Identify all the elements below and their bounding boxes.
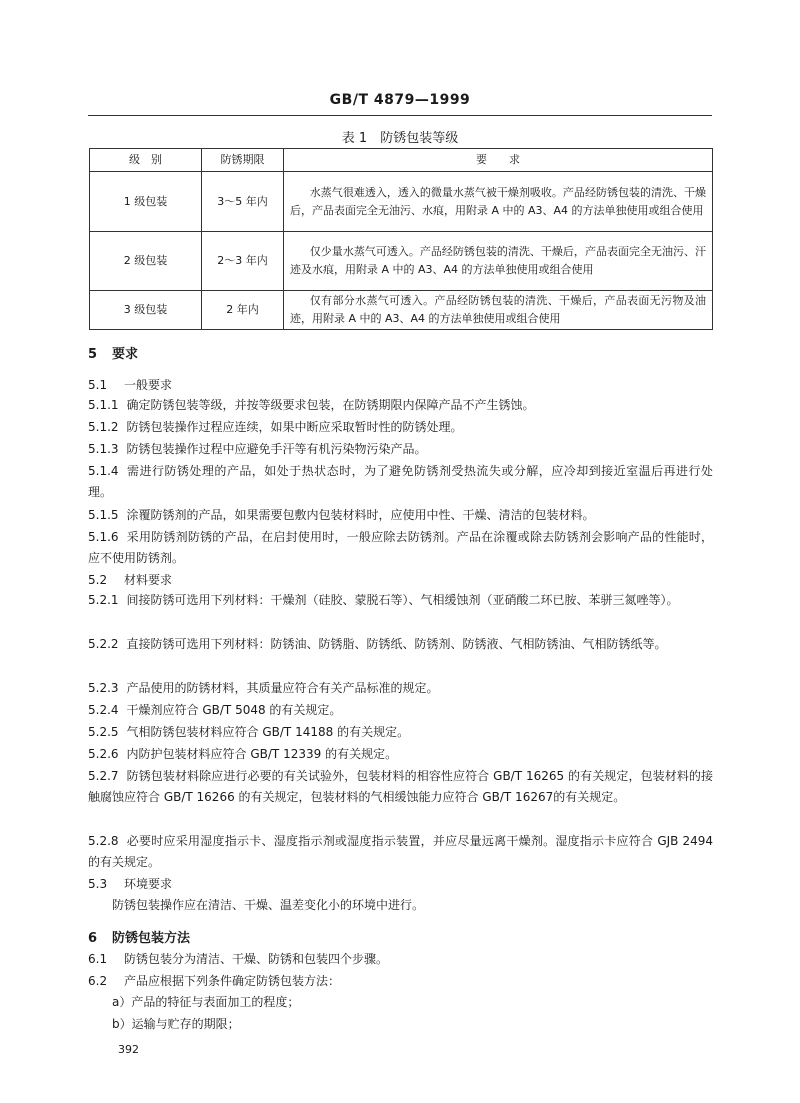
- clause-number: 5.2.8: [88, 834, 119, 848]
- clause-title: 环境要求: [124, 877, 173, 891]
- clause-5-2-6: [88, 744, 713, 765]
- clause-5-2-8: [88, 831, 713, 873]
- clause-number: 5.2.7: [88, 769, 119, 783]
- table-cell-grade: 1 级包装: [90, 172, 202, 232]
- clause-number: 5.1.1: [88, 398, 119, 412]
- clause-5-1-5: [88, 505, 713, 526]
- clause-number: 5.2.3: [88, 681, 119, 695]
- clause-number: 5.1.4: [88, 464, 119, 478]
- clause-number: 5.2.1: [88, 593, 119, 607]
- section-5-heading: [88, 343, 713, 362]
- clause-number: 5.1.2: [88, 420, 119, 434]
- list-item-b: b）运输与贮存的期限；: [112, 1017, 240, 1031]
- header-rule: [88, 115, 712, 116]
- table-header-period: 防锈期限: [202, 149, 284, 172]
- table-cell-period: 2 年内: [202, 291, 284, 330]
- clause-text: 涂覆防锈剂的产品，如果需要包敷内包装材料时，应使用中性、干燥、清洁的包装材料。: [126, 508, 595, 522]
- clause-text: 产品使用的防锈材料，其质量应符合有关产品标准的规定。: [126, 681, 439, 695]
- section-6-heading: [88, 927, 713, 946]
- clause-5-1-6: [88, 527, 713, 569]
- table-cell-requirement: 仅有部分水蒸气可透入。产品经防锈包装的清洗、干燥后，产品表面无污物及油迹，用附录 A 中的 A3、A4 的方法单独使用或组合使用: [284, 291, 713, 330]
- subsection-5-1-heading: [88, 376, 713, 393]
- clause-text: 防锈包装操作过程应连续，如果中断应采取暂时性的防锈处理。: [126, 420, 463, 434]
- clause-number: 6.2: [88, 974, 108, 988]
- clause-text: 防锈包装材料除应进行必要的有关试验外，包装材料的相容性应符合 GB/T 16265 的有关规定，包装材料的接触腐蚀应符合 GB/T 16266 的有关规定，包装材料的气相缓蚀能力应符合 GB/T 16267的有关规定。: [88, 769, 713, 804]
- table-cell-grade: 2 级包装: [90, 232, 202, 291]
- clause-text: 需进行防锈处理的产品，如处于热状态时，为了避免防锈剂受热流失或分解，应冷却到接近室温后再进行处理。: [88, 464, 713, 499]
- clause-title: 材料要求: [124, 573, 173, 587]
- clause-text: 气相防锈包装材料应符合 GB/T 14188 的有关规定。: [126, 725, 410, 739]
- clause-text: 必要时应采用湿度指示卡、湿度指示剂或湿度指示装置，并应尽量远离干燥剂。湿度指示卡应符合 GJB 2494 的有关规定。: [88, 834, 713, 869]
- clause-5-1-3: [88, 439, 713, 460]
- clause-5-2-5: [88, 722, 713, 743]
- clause-number: 5.2.6: [88, 747, 119, 761]
- clause-6-1: [88, 949, 713, 970]
- clause-number: 5.1.5: [88, 508, 119, 522]
- clause-number: 6.1: [88, 952, 108, 966]
- section-number: 5: [88, 347, 98, 362]
- section-title: 要求: [112, 347, 139, 362]
- clause-text: 干燥剂应符合 GB/T 5048 的有关规定。: [126, 703, 342, 717]
- clause-number: 5.2.5: [88, 725, 119, 739]
- list-item-a: a）产品的特征与表面加工的程度；: [112, 995, 300, 1009]
- clause-number: 5.3: [88, 877, 108, 891]
- clause-5-2-3: [88, 678, 713, 699]
- clause-number: 5.1.3: [88, 442, 119, 456]
- clause-text: 内防护包装材料应符合 GB/T 12339 的有关规定。: [126, 747, 398, 761]
- subsection-5-2-heading: [88, 571, 713, 588]
- clause-5-1-2: [88, 417, 713, 438]
- clause-text: 直接防锈可选用下列材料：防锈油、防锈脂、防锈纸、防锈剂、防锈液、气相防锈油、气相防锈纸等。: [126, 637, 667, 651]
- clause-5-2-2: [88, 634, 713, 655]
- table-caption: 表 1 防锈包装等级: [341, 131, 459, 146]
- clause-number: 5.1.6: [88, 530, 119, 544]
- clause-text: 产品应根据下列条件确定防锈包装方法：: [124, 974, 341, 988]
- clause-number: 5.1: [88, 378, 108, 392]
- clause-text: 间接防锈可选用下列材料：干燥剂（硅胶、蒙脱石等）、气相缓蚀剂（亚硝酸二环已胺、苯骈三氮唑等）。: [126, 593, 679, 607]
- clause-5-2-7: [88, 766, 713, 808]
- clause-number: 5.2: [88, 573, 108, 587]
- table-cell-requirement: 水蒸气很难透入，透入的微量水蒸气被干燥剂吸收。产品经防锈包装的清洗、干燥后，产品表面完全无油污、水痕，用附录 A 中的 A3、A4 的方法单独使用或组合使用: [284, 172, 713, 232]
- clause-5-2-4: [88, 700, 713, 721]
- clause-number: 5.2.4: [88, 703, 119, 717]
- clause-5-3-text: 防锈包装操作应在清洁、干燥、温差变化小的环境中进行。: [112, 898, 425, 912]
- page-number: 392: [118, 1043, 139, 1056]
- table-row: [90, 291, 713, 330]
- table-header-row: [90, 149, 713, 172]
- clause-text: 采用防锈剂防锈的产品，在启封使用时，一般应除去防锈剂。产品在涂覆或除去防锈剂会影响产品的性能时，应不使用防锈剂。: [88, 530, 713, 565]
- packaging-grade-table: [89, 148, 713, 330]
- table-cell-grade: 3 级包装: [90, 291, 202, 330]
- clause-text: 防锈包装分为清洁、干燥、防锈和包装四个步骤。: [124, 952, 389, 966]
- table-cell-period: 2～3 年内: [202, 232, 284, 291]
- section-number: 6: [88, 931, 98, 946]
- standard-code-header: GB/T 4879—1999: [329, 92, 471, 108]
- subsection-5-3-heading: [88, 875, 713, 892]
- clause-5-1-1: [88, 395, 713, 416]
- clause-6-2: [88, 971, 713, 992]
- clause-5-2-1: [88, 590, 713, 611]
- table-cell-requirement: 仅少量水蒸气可透入。产品经防锈包装的清洗、干燥后，产品表面完全无油污、汗迹及水痕，用附录 A 中的 A3、A4 的方法单独使用或组合使用: [284, 232, 713, 291]
- clause-text: 防锈包装操作过程中应避免手汗等有机污染物污染产品。: [126, 442, 427, 456]
- table-row: [90, 172, 713, 232]
- table-header-grade: 级 别: [90, 149, 202, 172]
- table-cell-period: 3～5 年内: [202, 172, 284, 232]
- section-title: 防锈包装方法: [112, 931, 191, 946]
- table-header-requirement: 要 求: [284, 149, 713, 172]
- clause-text: 确定防锈包装等级，并按等级要求包装，在防锈期限内保障产品不产生锈蚀。: [126, 398, 535, 412]
- clause-number: 5.2.2: [88, 637, 119, 651]
- clause-title: 一般要求: [124, 378, 173, 392]
- table-row: [90, 232, 713, 291]
- clause-5-1-4: [88, 461, 713, 503]
